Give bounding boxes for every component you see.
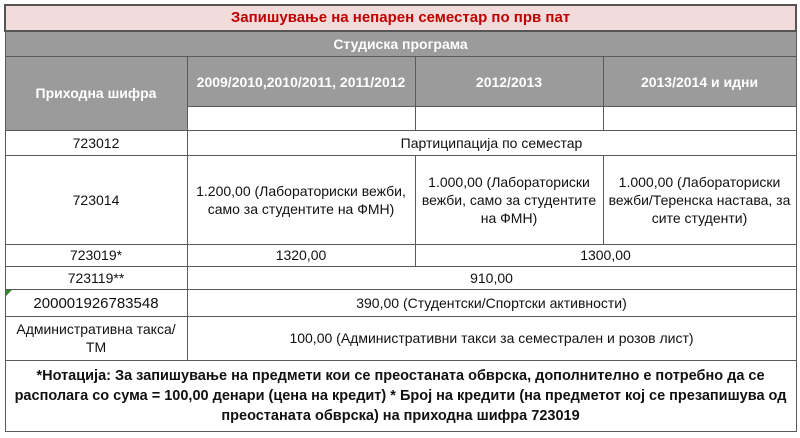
revenue-code: 723019*: [5, 244, 187, 267]
revenue-code-cell[interactable]: [5, 290, 187, 317]
program-header: Студиска програма: [5, 31, 796, 57]
fee-value: 390,00 (Студентски/Спортски активности): [187, 290, 796, 317]
revenue-code: Административна такса/ТМ: [5, 317, 187, 360]
revenue-code: 723014: [5, 155, 187, 244]
fee-value-2012-onward: 1300,00: [415, 244, 796, 267]
empty-cell: [187, 106, 415, 130]
fee-value: 100,00 (Административни такси за семестрален и розов лист): [187, 317, 796, 360]
fee-table: [4, 4, 797, 432]
table-title: Запишување на непарен семестар по прв пат: [5, 5, 796, 31]
fee-value-2012: 1.000,00 (Лабораториски вежби, само за студентите на ФМН): [415, 155, 603, 244]
fee-value-2009: 1.200,00 (Лабораториски вежби, само за студентите на ФМН): [187, 155, 415, 244]
footnote: *Нотација: За запишување на предмети кои се преостаната обврска, дополнително е потребно да се располага со сума = 100,00 денари (цена на кредит) * Број на кредити (на предметот кој се презапишува од преостаната обврска) на приходна шифра 723019: [5, 360, 796, 432]
revenue-code: 200001926783548: [33, 294, 159, 312]
year-column-header-2012: 2012/2013: [415, 57, 603, 107]
code-column-header: Приходна шифра: [5, 57, 187, 130]
year-column-header-2009: 2009/2010,2010/2011, 2011/2012: [187, 57, 415, 107]
fee-description: Партиципација по семестар: [187, 130, 796, 155]
empty-cell: [415, 106, 603, 130]
fee-value-2013: 1.000,00 (Лабораториски вежби/Теренска настава, за сите студенти): [603, 155, 796, 244]
revenue-code: 723012: [5, 130, 187, 155]
fee-value: 910,00: [187, 267, 796, 290]
cell-marker-icon: [6, 290, 12, 296]
year-column-header-2013: 2013/2014 и идни: [603, 57, 796, 107]
revenue-code: 723119**: [5, 267, 187, 290]
empty-cell: [603, 106, 796, 130]
fee-value-2009: 1320,00: [187, 244, 415, 267]
